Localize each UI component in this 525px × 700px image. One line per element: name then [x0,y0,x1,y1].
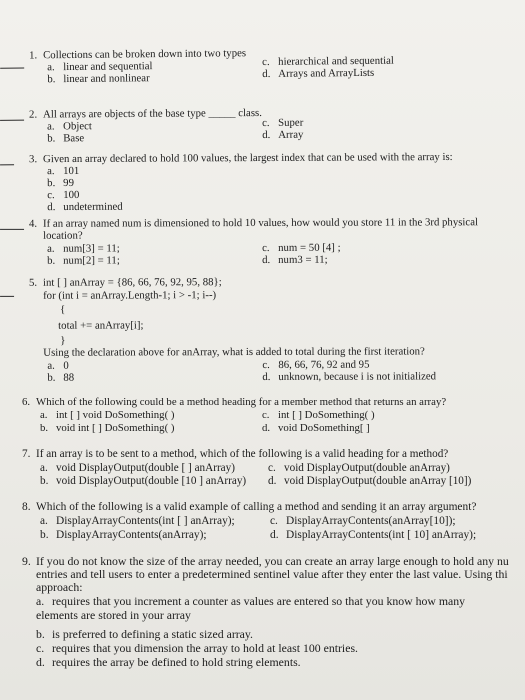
option-d: d. unknown, because i is not initialized [262,370,437,384]
question-number: 8. [22,501,31,513]
answer-blank[interactable] [0,67,24,68]
question-1 [0,45,525,86]
answer-blank[interactable] [0,120,24,121]
option-a: a. linear and sequential [47,60,153,74]
question-text-line-2: entries and tell users to enter a predetermined sentinel value after they enter the last value. Using thi [36,567,508,581]
option-c: c. hierarchical and sequential [262,54,394,69]
option-c: c. Super [262,116,304,130]
option-d: d. Arrays and ArrayLists [262,66,375,81]
option-d: d. void DisplayOutput(double anArray [10]) [268,475,472,487]
option-a: a. 0 [47,359,69,372]
code-line-2: for (int i = anArray.Length-1; i > -1; i--) [43,289,217,302]
code-line-5: } [60,334,66,347]
option-c: c. DisplayArrayContents(anArray[10]); [270,515,456,527]
option-d: d. requires the array be defined to hold string elements. [36,655,301,669]
option-c: c. 86, 66, 76, 92 and 95 [262,358,370,372]
question-4 [0,216,525,267]
question-text: Which of the following is a valid example of calling a method and sending it an array argument? [36,501,477,513]
option-c: c. num = 50 [4] ; [262,241,341,255]
code-line-4: total += anArray[i]; [58,319,144,332]
question-text: All arrays are objects of the base type _____ class. [42,107,262,121]
question-number: 4. [28,217,38,230]
question-text: Using the declaration above for anArray, what is added to total during the first iteration? [43,345,425,359]
question-number: 3. [28,153,38,166]
option-d: d. Array [262,128,304,142]
option-a: a. num[3] = 11; [47,242,120,255]
option-a: a. DisplayArrayContents(int [ ] anArray); [40,515,235,527]
question-text: If an array named num is dimensioned to hold 10 values, how would you store 11 in the 3rd physical [42,216,479,230]
option-d: d. num3 = 11; [262,253,328,267]
question-text-line-3: approach: [36,580,83,594]
question-number: 9. [22,554,31,568]
answer-blank[interactable] [0,164,14,165]
question-number: 5. [28,276,38,289]
option-c: c. int [ ] DoSomething( ) [262,409,375,421]
option-d: d. DisplayArrayContents(int [ 10] anArray); [270,529,477,541]
question-text-line-2: location? [43,229,83,242]
code-line-1: int [ ] anArray = {86, 66, 76, 92, 95, 88}; [42,276,222,289]
option-c: c. 100 [47,188,80,202]
option-b: b. void int [ ] DoSomething( ) [40,422,175,434]
question-text: Which of the following could be a method heading for a member method that returns an array? [36,396,447,408]
question-text: Given an array declared to hold 100 values, the largest index that can be used with the array is: [42,151,453,166]
option-b: b. void DisplayOutput(double [10 ] anArray) [40,475,247,487]
answer-blank[interactable] [0,229,24,230]
question-number: 6. [22,396,31,408]
question-text: Collections can be broken down into two types [43,47,247,62]
answer-blank[interactable] [0,296,14,297]
option-a: a. 101 [47,164,80,178]
question-text-line-1: If you do not know the size of the array needed, you can create an array large enough to hold any nu [36,554,509,568]
option-a: a. Object [47,120,92,133]
option-d: d. void DoSomething[ ] [262,422,370,434]
question-number: 1. [29,49,38,62]
question-number: 2. [28,108,38,121]
option-b: b. linear and nonlinear [47,72,150,86]
question-number: 7. [22,448,31,460]
option-b: b. Base [47,132,85,145]
question-text: If an array is to be sent to a method, which of the following is a valid heading for a method? [36,448,449,460]
option-a: a. int [ ] void DoSomething( ) [40,409,175,421]
question-2 [0,106,525,145]
option-a: a. void DisplayOutput(double [ ] anArray) [40,462,235,474]
question-5 [0,276,525,384]
code-line-3: { [60,303,66,316]
option-c: c. void DisplayOutput(double anArray) [268,462,450,474]
option-b: b. num[2] = 11; [47,254,120,267]
option-a: a. requires that you increment a counter as values are entered so that you know how many elements are stored in your array [36,594,466,622]
option-b: b. 88 [47,371,75,384]
option-c: c. requires that you dimension the array to hold at least 100 entries. [36,641,358,655]
option-d: d. undetermined [47,200,123,214]
question-3 [0,151,525,214]
option-b: b. 99 [47,176,74,190]
option-b: b. DisplayArrayContents(anArray); [40,529,207,541]
option-b: b. is preferred to defining a static sized array. [36,627,254,641]
